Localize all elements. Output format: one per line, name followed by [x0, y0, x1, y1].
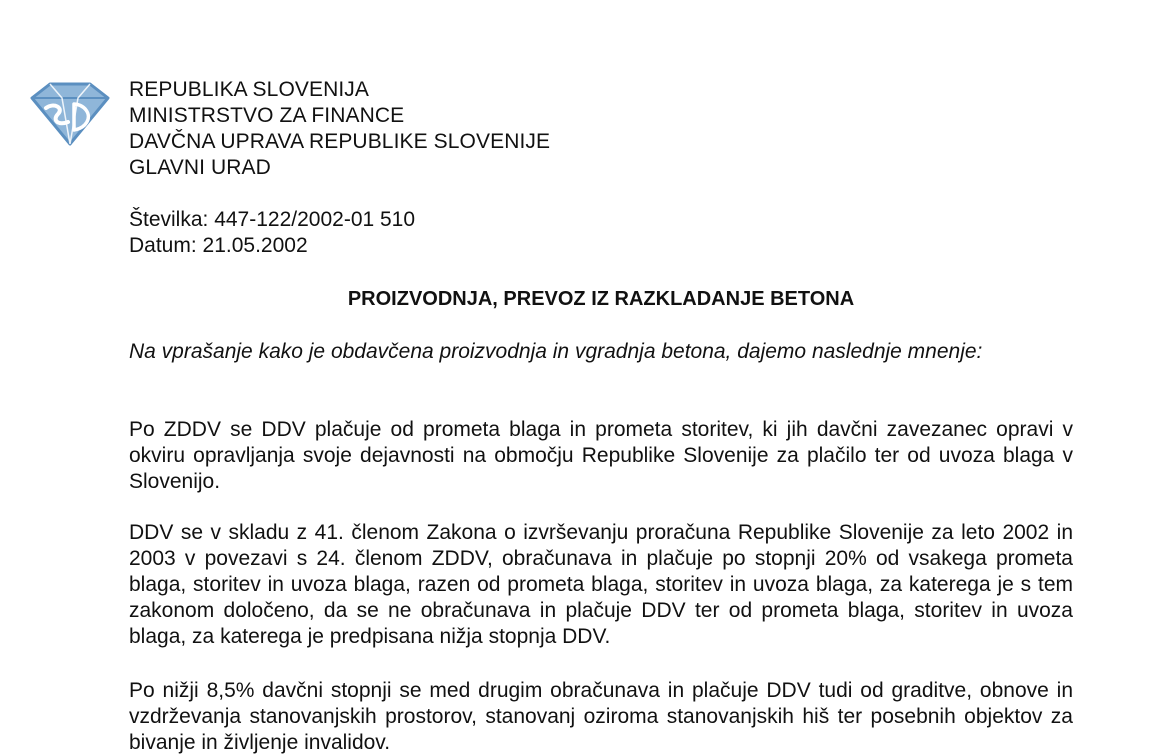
document-number: Številka: 447-122/2002-01 510 [129, 208, 416, 231]
header-line-republic: REPUBLIKA SLOVENIJA [129, 78, 369, 101]
body-paragraph-2: DDV se v skladu z 41. členom Zakona o izvrševanju proračuna Republike Slovenije za leto 2002 in 2003 v povezavi s 24. členom ZDDV, obračunava in plačuje po stopnji 20% od vsakega prometa blaga, storitev in uvoza blaga, razen od prometa blaga, storitev in uvoza blaga, za katerega je s tem zakonom določeno, da se ne obračunava in plačuje DDV ter od prometa blaga, storitev in uvoza blaga, za katerega je predpisana nižja stopnja DDV. [129, 521, 1073, 648]
body-paragraph-3: Po nižji 8,5% davčni stopnji se med drugim obračunava in plačuje DDV tudi od graditve, obnove in vzdrževanja stanovanjskih prostorov, stanovanj oziroma stanovanjskih hiš ter posebnih objektov za bivanje in življenje invalidov. [129, 679, 1073, 754]
question-paragraph: Na vprašanje kako je obdavčena proizvodnja in vgradnja betona, dajemo naslednje mnenje: [129, 340, 983, 363]
document-date: Datum: 21.05.2002 [129, 234, 308, 257]
header-line-main-office: GLAVNI URAD [129, 156, 271, 179]
durs-logo-icon [28, 78, 112, 148]
document-title: PROIZVODNJA, PREVOZ IZ RAZKLADANJE BETONA [347, 288, 855, 310]
body-paragraph-1: Po ZDDV se DDV plačuje od prometa blaga in prometa storitev, ki jih davčni zavezanec opravi v okviru opravljanja svoje dejavnosti na območju Republike Slovenije za plačilo ter od uvoza blaga v Slovenijo. [129, 418, 1073, 493]
document-meta [129, 207, 415, 259]
header-line-ministry: MINISTRSTVO ZA FINANCE [129, 104, 405, 127]
header-line-tax-administration: DAVČNA UPRAVA REPUBLIKE SLOVENIJE [129, 130, 551, 153]
letterhead [129, 77, 550, 181]
